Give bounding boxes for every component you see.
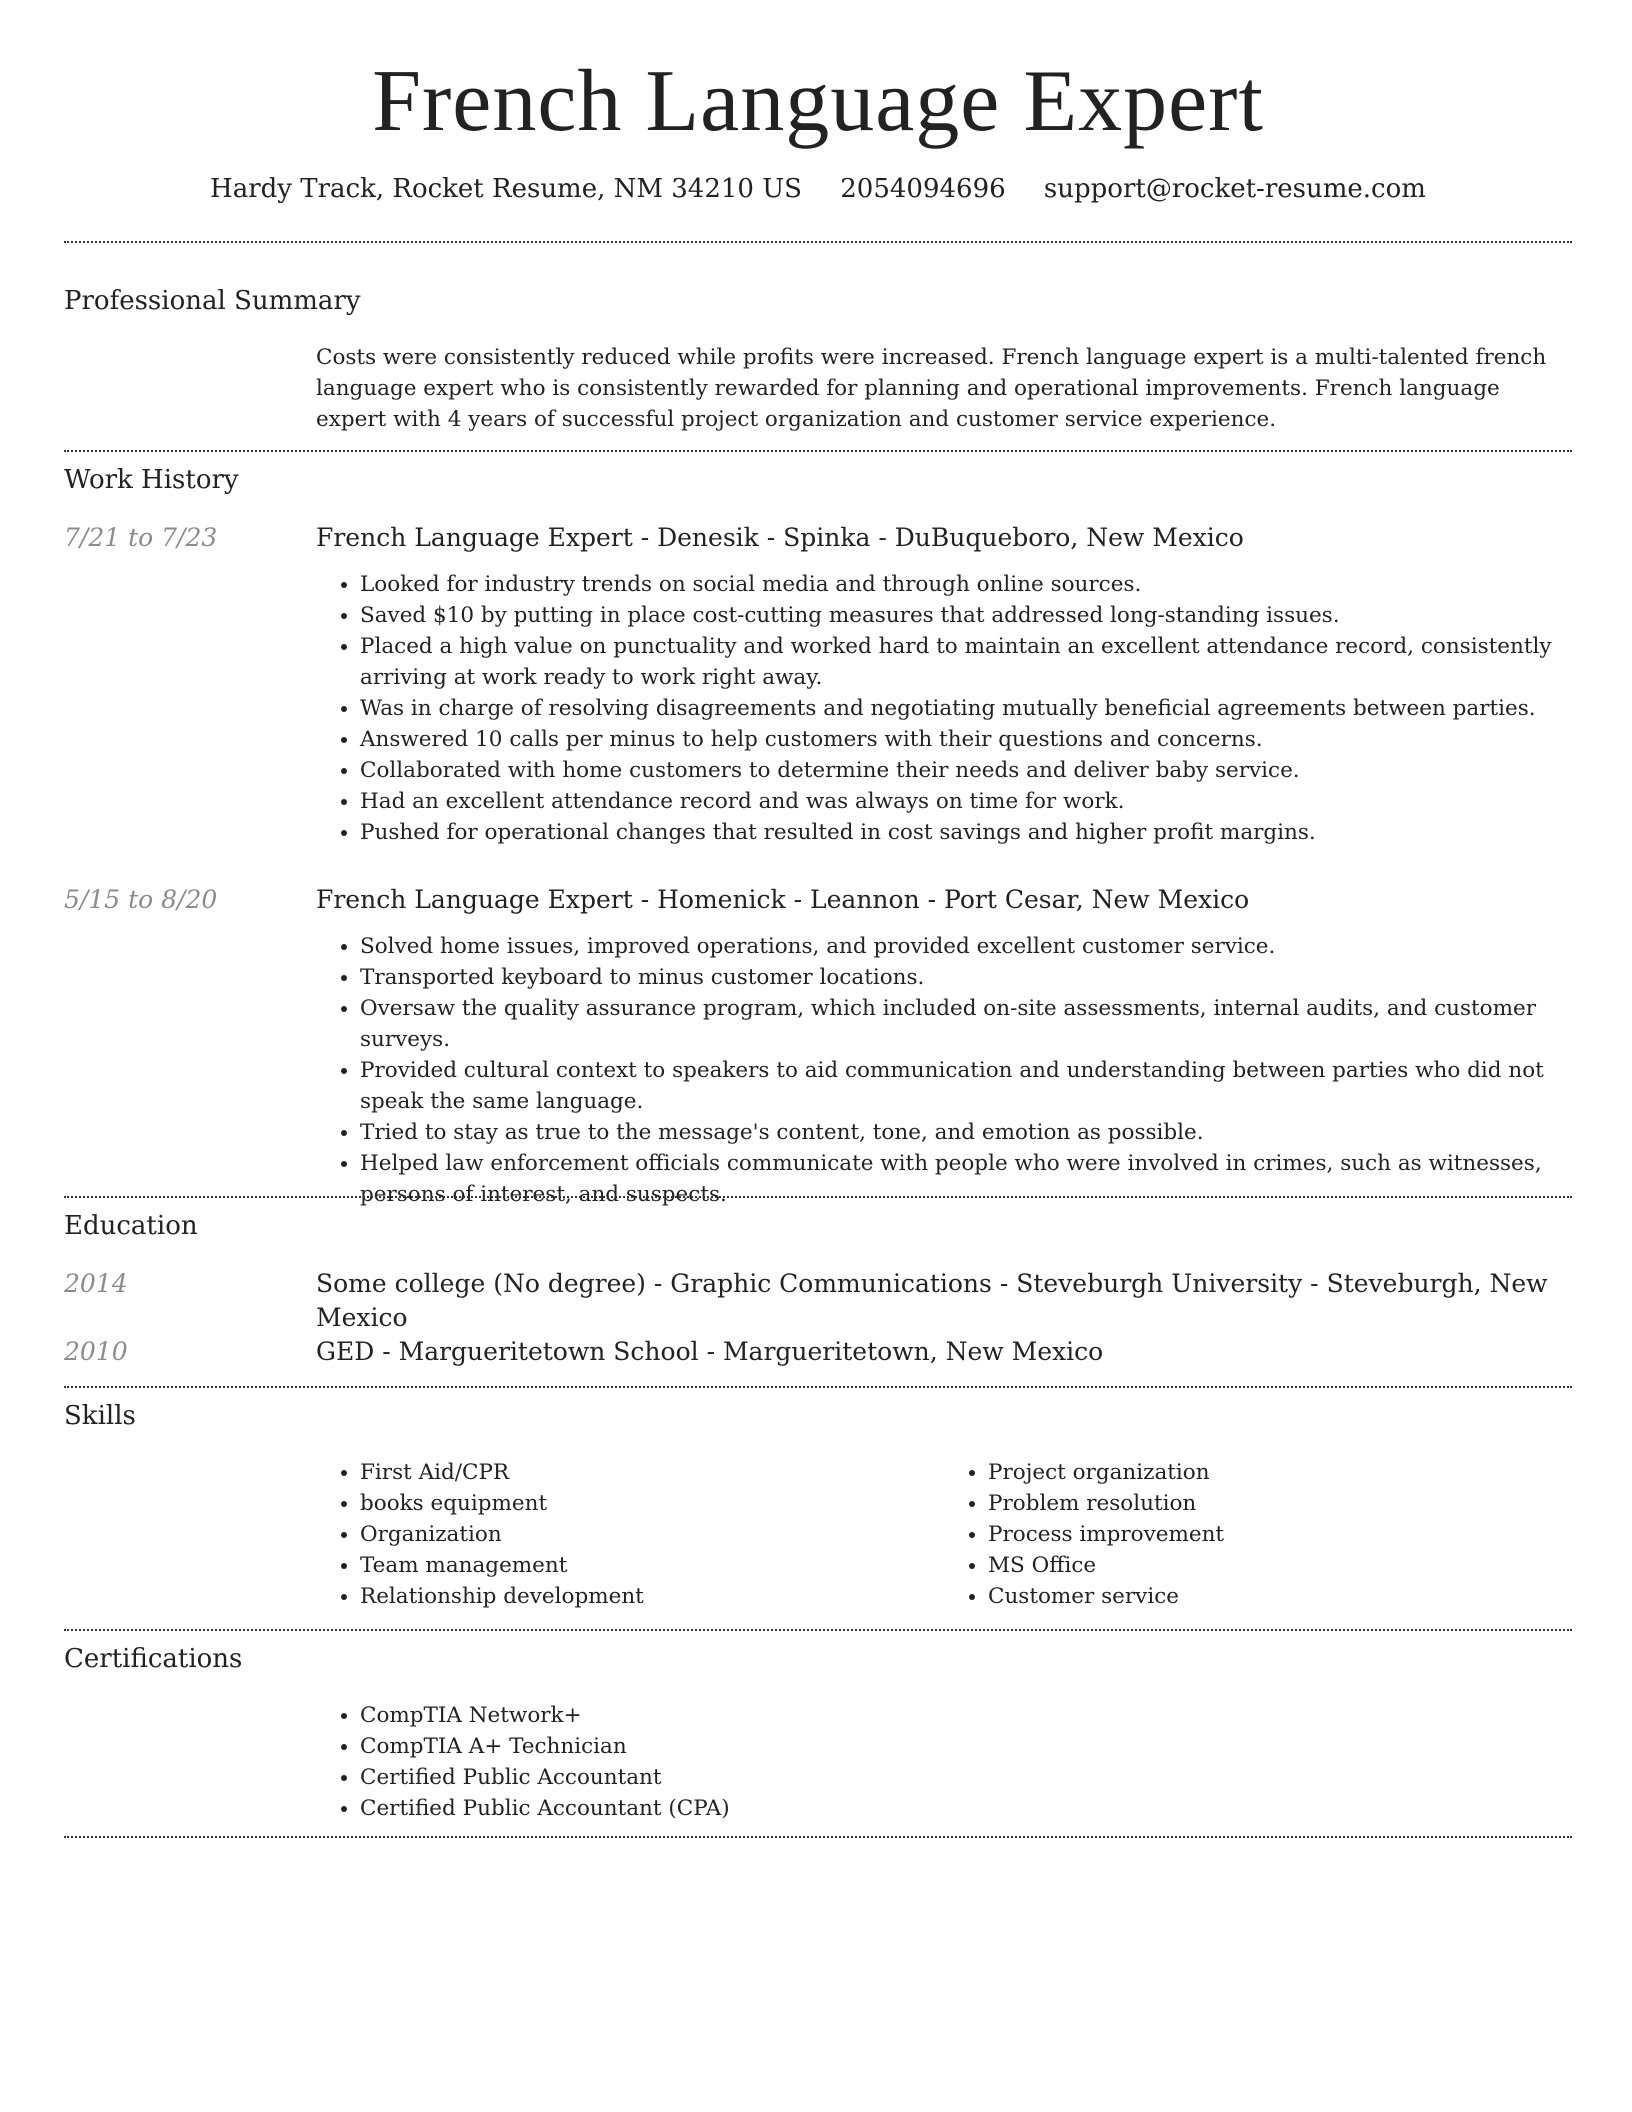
job-bullet: • Collaborated with home customers to determine their needs and deliver baby service. <box>360 755 1572 786</box>
job-bullet: • Pushed for operational changes that resulted in cost savings and higher profit margins. <box>360 817 1572 848</box>
job-bullet: • Answered 10 calls per minus to help customers with their questions and concerns. <box>360 724 1572 755</box>
skill-item: • Problem resolution <box>988 1488 1572 1519</box>
section-divider <box>64 450 1572 452</box>
contact-email[interactable]: support@rocket-resume.com <box>1043 174 1426 204</box>
job-heading: French Language Expert - Denesik - Spinka - DuBuqueboro, New Mexico <box>316 523 1244 552</box>
job-bullet: • Looked for industry trends on social media and through online sources. <box>360 569 1572 600</box>
job-dates: 7/21 to 7/23 <box>64 523 218 552</box>
section-divider <box>64 1386 1572 1388</box>
job-bullet: • Placed a high value on punctuality and worked hard to maintain an excellent attendance record, consistently arriving at work ready to work right away. <box>360 631 1572 693</box>
job-bullet: • Saved $10 by putting in place cost-cutting measures that addressed long-standing issues. <box>360 600 1572 631</box>
contact-address: Hardy Track, Rocket Resume, NM 34210 US <box>210 174 802 204</box>
certifications-body <box>316 1700 1572 1824</box>
contact-line <box>64 172 1572 206</box>
certification-item: • Certified Public Accountant <box>360 1762 1572 1793</box>
job-bullet: • Oversaw the quality assurance program, which included on-site assessments, internal audits, and customer surveys. <box>360 993 1572 1055</box>
summary-body <box>316 342 1572 435</box>
skills-column-left <box>316 1457 944 1612</box>
job-bullet: • Had an excellent attendance record and was always on time for work. <box>360 786 1572 817</box>
job-bullet: • Transported keyboard to minus customer locations. <box>360 962 1572 993</box>
contact-phone[interactable]: 2054094696 <box>840 174 1006 204</box>
section-divider <box>64 1196 1572 1198</box>
skill-item: • Organization <box>360 1519 944 1550</box>
education-text: Some college (No degree) - Graphic Communications - Steveburgh University - Steveburgh, New Mexico <box>316 1269 1548 1332</box>
job-bullet: • Helped law enforcement officials communicate with people who were involved in crimes, such as witnesses, persons of interest, and suspects. <box>360 1148 1572 1210</box>
job-dates: 5/15 to 8/20 <box>64 885 218 914</box>
job-entry <box>316 883 1572 1210</box>
education-entry <box>316 1335 1572 1369</box>
education-text: GED - Margueritetown School - Margueritetown, New Mexico <box>316 1337 1104 1366</box>
skill-item: • First Aid/CPR <box>360 1457 944 1488</box>
job-bullet: • Tried to stay as true to the message's content, tone, and emotion as possible. <box>360 1117 1572 1148</box>
summary-text: Costs were consistently reduced while profits were increased. French language expert is a multi-talented french language expert who is consistently rewarded for planning and operational improvements. French language expert with 4 years of successful project organization and customer service experience. <box>316 345 1547 432</box>
certification-item: • CompTIA A+ Technician <box>360 1731 1572 1762</box>
skill-item: • Team management <box>360 1550 944 1581</box>
skill-item: • books equipment <box>360 1488 944 1519</box>
education-entry <box>316 1267 1572 1335</box>
job-bullet: • Was in charge of resolving disagreements and negotiating mutually beneficial agreements between parties. <box>360 693 1572 724</box>
job-bullets <box>316 931 1572 1210</box>
section-divider <box>64 1629 1572 1631</box>
certification-item: • Certified Public Accountant (CPA) <box>360 1793 1572 1824</box>
skills-heading: Skills <box>64 1401 136 1431</box>
work-history-heading: Work History <box>64 465 239 495</box>
education-heading: Education <box>64 1211 198 1241</box>
section-divider <box>64 1836 1572 1838</box>
job-bullet: • Provided cultural context to speakers to aid communication and understanding between parties who did not speak the same language. <box>360 1055 1572 1117</box>
skill-item: • MS Office <box>988 1550 1572 1581</box>
skill-item: • Relationship development <box>360 1581 944 1612</box>
job-entry <box>316 521 1572 848</box>
job-heading: French Language Expert - Homenick - Leannon - Port Cesar, New Mexico <box>316 885 1250 914</box>
skill-item: • Process improvement <box>988 1519 1572 1550</box>
section-divider <box>64 241 1572 243</box>
skills-list <box>316 1457 1572 1612</box>
summary-heading: Professional Summary <box>64 286 361 316</box>
job-bullets <box>316 569 1572 848</box>
job-bullet: • Solved home issues, improved operations, and provided excellent customer service. <box>360 931 1572 962</box>
certifications-list <box>316 1700 1572 1824</box>
certification-item: • CompTIA Network+ <box>360 1700 1572 1731</box>
education-year: 2010 <box>64 1337 128 1366</box>
education-year: 2014 <box>64 1269 128 1298</box>
certifications-heading: Certifications <box>64 1644 243 1674</box>
skill-item: • Customer service <box>988 1581 1572 1612</box>
resume-name: French Language Expert <box>372 53 1264 150</box>
skill-item: • Project organization <box>988 1457 1572 1488</box>
skills-column-right <box>944 1457 1572 1612</box>
